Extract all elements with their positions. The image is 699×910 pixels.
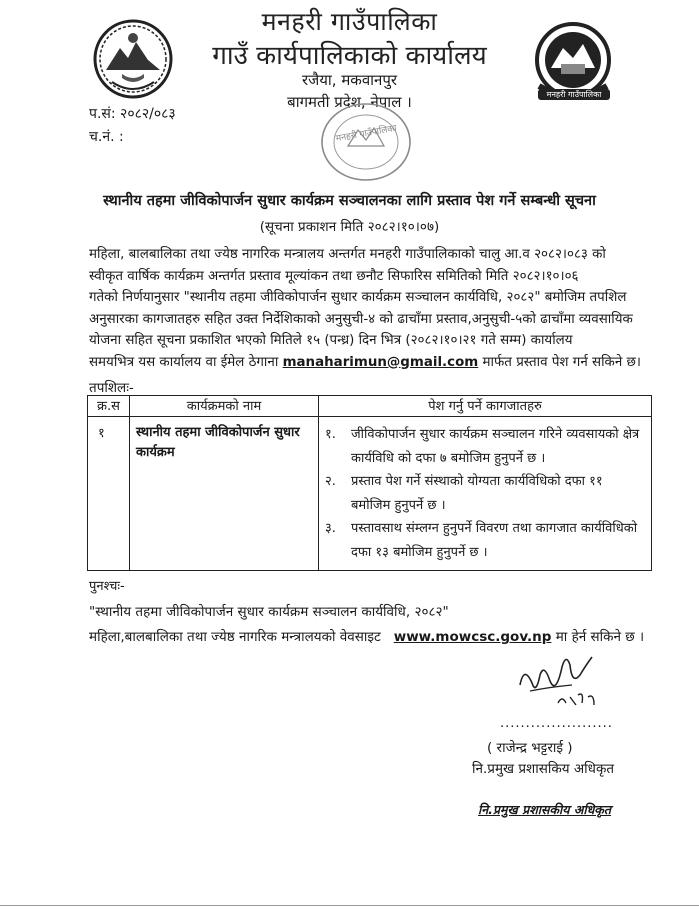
municipality-name: मनहरी गाउँपालिका bbox=[261, 7, 438, 36]
office-name: गाउँ कार्यपालिकाको कार्यालय bbox=[212, 41, 487, 71]
office-province: बागमती प्रदेश, नेपाल । bbox=[287, 93, 412, 111]
email-link[interactable]: manaharimun@gmail.com bbox=[282, 354, 479, 370]
requirements-table bbox=[87, 395, 652, 571]
publication-date: (सूचना प्रकाशन मिति २०८२।१०।०७) bbox=[259, 219, 440, 235]
bottom-divider bbox=[0, 905, 699, 906]
list-item: ३. पस्तावसाथ संम्लग्न हुनुपर्ने विवरण तथा कागजात कार्यविधिको दफा १३ बमोजिम हुनुपर्ने छ । bbox=[325, 521, 638, 560]
header-documents: पेश गर्नु पर्ने कागजातहरु bbox=[319, 396, 652, 417]
body-line-pre: समयभित्र यस कार्यालय वा ईमेल ठेगाना bbox=[89, 354, 279, 370]
signatory-name: ( राजेन्द्र भट्टराई ) bbox=[487, 740, 573, 756]
postscript-website-line bbox=[89, 627, 644, 645]
body-line: अनुसारका कागजातहरु सहित उक्त निर्देशिकाको अनुसुची-४ को ढाचाँमा प्रस्ताव,अनुसुची-५को ढाचाँमा व्यवसायिक bbox=[89, 311, 633, 327]
postscript-label: पुनश्चः- bbox=[89, 579, 125, 594]
dispatch-number: च.नं. : bbox=[89, 129, 124, 145]
cell-program: स्थानीय तहमा जीविकोपार्जन सुधार कार्यक्रम bbox=[130, 417, 319, 571]
designation-stamp: नि.प्रमुख प्रशासकीय अधिकृत bbox=[478, 802, 612, 817]
notice-title: स्थानीय तहमा जीविकोपार्जन सुधार कार्यक्रम सञ्चालनका लागि प्रस्ताव पेश गर्ने सम्बन्धी सूचना bbox=[103, 193, 596, 209]
body-line: महिला, बालबालिका तथा ज्येष्ठ नागरिक मन्त्रालय अन्तर्गत मनहरी गाउँपालिकाको चालु आ.व २०८२।०८३ को bbox=[89, 247, 606, 262]
reference-number: प.सं: २०८२/०८३ bbox=[89, 106, 176, 122]
details-label: तपशिलः- bbox=[89, 380, 134, 396]
body-line bbox=[89, 352, 651, 374]
cell-serial: १ bbox=[88, 417, 130, 571]
body-line: योजना सहित सूचना प्रकाशित भएको मितिले १५ (पन्ध्र) दिन भित्र (२०८२।१०।२१ गते सम्म) कार्यालय bbox=[89, 333, 573, 348]
body-line-post: मार्फत प्रस्ताव पेश गर्न सकिने छ। bbox=[482, 354, 641, 370]
website-link[interactable]: www.mowcsc.gov.np bbox=[393, 629, 552, 645]
handwritten-signature bbox=[510, 645, 610, 715]
table-row bbox=[88, 417, 652, 571]
document-list bbox=[325, 423, 645, 564]
stamp-text: मनहरी गाउँपालिका bbox=[335, 123, 398, 145]
header-program: कार्यक्रमको नाम bbox=[130, 396, 319, 417]
website-post: मा हेर्न सकिने छ । bbox=[555, 629, 645, 645]
body-line: गतेको निर्णयानुसार "स्थानीय तहमा जीविकोपार्जन सुधार कार्यक्रम सञ्चालन कार्यविधि, २०८२" बमोजिम तपशिल bbox=[89, 290, 627, 305]
postscript-text: "स्थानीय तहमा जीविकोपार्जन सुधार कार्यक्रम सञ्चालन कार्यविधि, २०८२" bbox=[89, 604, 449, 620]
cell-documents bbox=[319, 417, 652, 571]
office-address: रजैया, मकवानपुर bbox=[301, 71, 398, 89]
body-line: स्वीकृत वार्षिक कार्यक्रम अन्तर्गत प्रस्ताव मूल्यांकन तथा छनौट सिफारिस समितिको मिति २०८२।१०।०६ bbox=[89, 268, 579, 284]
logo-caption: मनहरी गाउँपालिका bbox=[538, 89, 610, 100]
signature-line: ...................... bbox=[500, 716, 613, 731]
notice-body bbox=[89, 244, 651, 373]
list-item: २. प्रस्ताव पेश गर्ने संस्थाको योग्यता कार्यविधिको दफा ११ बमोजिम हुनुपर्ने छ । bbox=[325, 474, 603, 513]
table-header-row bbox=[88, 396, 652, 417]
website-pre: महिला,बालबालिका तथा ज्येष्ठ नागरिक मन्त्रालयको वेवसाइट bbox=[89, 629, 381, 645]
signatory-designation: नि.प्रमुख प्रशासकिय अधिकृत bbox=[472, 761, 615, 777]
header-serial: क्र.स bbox=[88, 396, 130, 417]
list-item: १. जीविकोपार्जन सुधार कार्यक्रम सञ्चालन गरिने व्यवसायको क्षेत्र कार्यविधि को दफा ७ बमोजिम हुनुपर्ने छ । bbox=[325, 427, 640, 466]
